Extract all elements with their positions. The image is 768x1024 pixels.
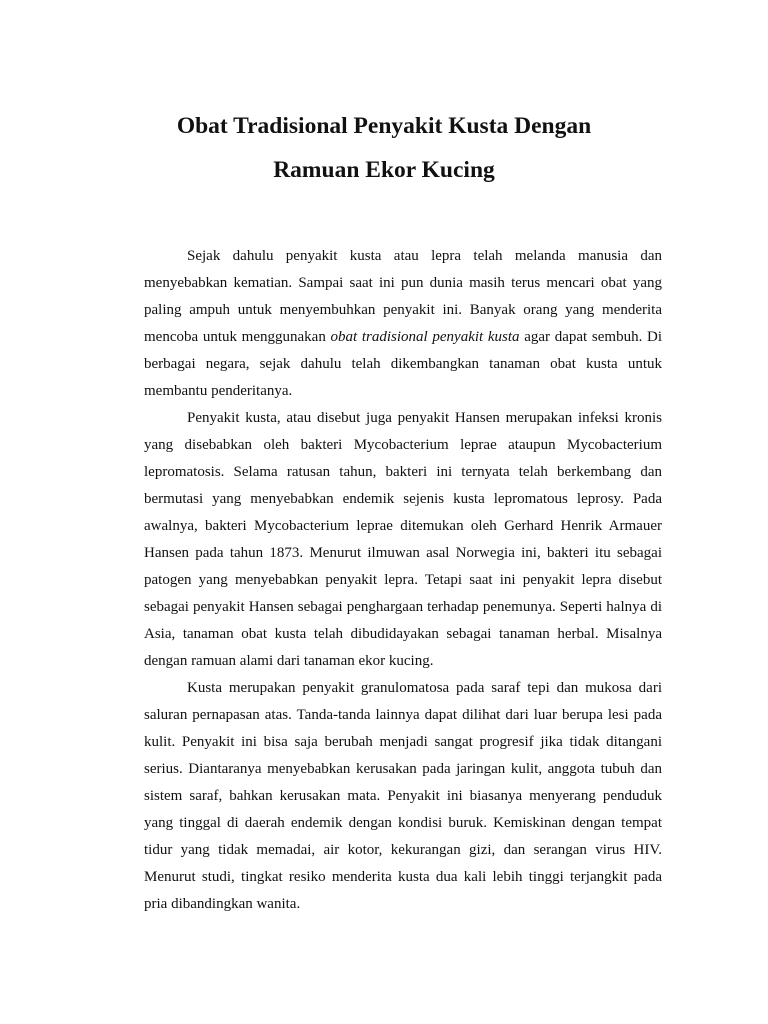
text-line: menyebabkan kematian. Sampai saat ini pun dunia masih terus mencari obat yang <box>144 275 662 291</box>
text-line: sebagai penyakit Hansen sebagai penghargaan terhadap penemunya. Seperti halnya di <box>144 599 662 615</box>
text-run: mencoba untuk menggunakan <box>144 329 331 345</box>
text-line: Hansen pada tahun 1873. Menurut ilmuwan asal Norwegia ini, bakteri itu sebagai <box>144 545 662 561</box>
text-line: sistem saraf, bahkan kerusakan mata. Penyakit ini biasanya menyerang penduduk <box>144 788 662 804</box>
text-line: Sejak dahulu penyakit kusta atau lepra telah melanda manusia dan <box>187 248 662 264</box>
document-body <box>144 243 662 918</box>
document-title-line-2: Ramuan Ekor Kucing <box>273 157 495 183</box>
text-run: agar dapat sembuh. Di <box>519 329 663 345</box>
text-line: lepromatosis. Selama ratusan tahun, bakteri ini ternyata telah berkembang dan <box>144 464 662 480</box>
text-line: Kusta merupakan penyakit granulomatosa pada saraf tepi dan mukosa dari <box>187 680 662 696</box>
text-line: saluran pernapasan atas. Tanda-tanda lainnya dapat dilihat dari luar berupa lesi pada <box>144 707 662 723</box>
text-line: dengan ramuan alami dari tanaman ekor kucing. <box>144 653 434 669</box>
text-line: serius. Diantaranya menyebabkan kerusakan pada jaringan kulit, anggota tubuh dan <box>144 761 662 777</box>
text-line: berbagai negara, sejak dahulu telah dikembangkan tanaman obat kusta untuk <box>144 356 662 372</box>
text-line: paling ampuh untuk menyembuhkan penyakit ini. Banyak orang yang menderita <box>144 302 662 318</box>
text-line: Penyakit kusta, atau disebut juga penyakit Hansen merupakan infeksi kronis <box>187 410 662 426</box>
text-line: Asia, tanaman obat kusta telah dibudidayakan sebagai tanaman herbal. Misalnya <box>144 626 662 642</box>
emphasized-phrase: obat tradisional penyakit kusta <box>330 329 520 345</box>
text-line: Menurut studi, tingkat resiko menderita kusta dua kali lebih tinggi terjangkit pada <box>144 869 662 885</box>
text-line: membantu penderitanya. <box>144 383 293 399</box>
text-line: kulit. Penyakit ini bisa saja berubah menjadi sangat progresif jika tidak ditangani <box>144 734 662 750</box>
paragraph-1 <box>144 243 662 405</box>
paragraph-3 <box>144 675 662 918</box>
document-title-line-1: Obat Tradisional Penyakit Kusta Dengan <box>176 113 592 139</box>
paragraph-2 <box>144 405 662 675</box>
text-line: bermutasi yang menyebabkan endemik sejenis kusta lepromatous leprosy. Pada <box>144 491 662 507</box>
text-line: yang tinggal di daerah endemik dengan kondisi buruk. Kemiskinan dengan tempat <box>144 815 662 831</box>
text-line: awalnya, bakteri Mycobacterium leprae ditemukan oleh Gerhard Henrik Armauer <box>144 518 662 534</box>
text-line: yang disebabkan oleh bakteri Mycobacterium leprae ataupun Mycobacterium <box>144 437 662 453</box>
text-line: patogen yang menyebabkan penyakit lepra. Tetapi saat ini penyakit lepra disebut <box>144 572 662 588</box>
text-line: tidur yang tidak memadai, air kotor, kekurangan gizi, dan serangan virus HIV. <box>144 842 662 858</box>
text-line-with-emphasis <box>144 324 662 351</box>
text-line: pria dibandingkan wanita. <box>144 896 301 912</box>
